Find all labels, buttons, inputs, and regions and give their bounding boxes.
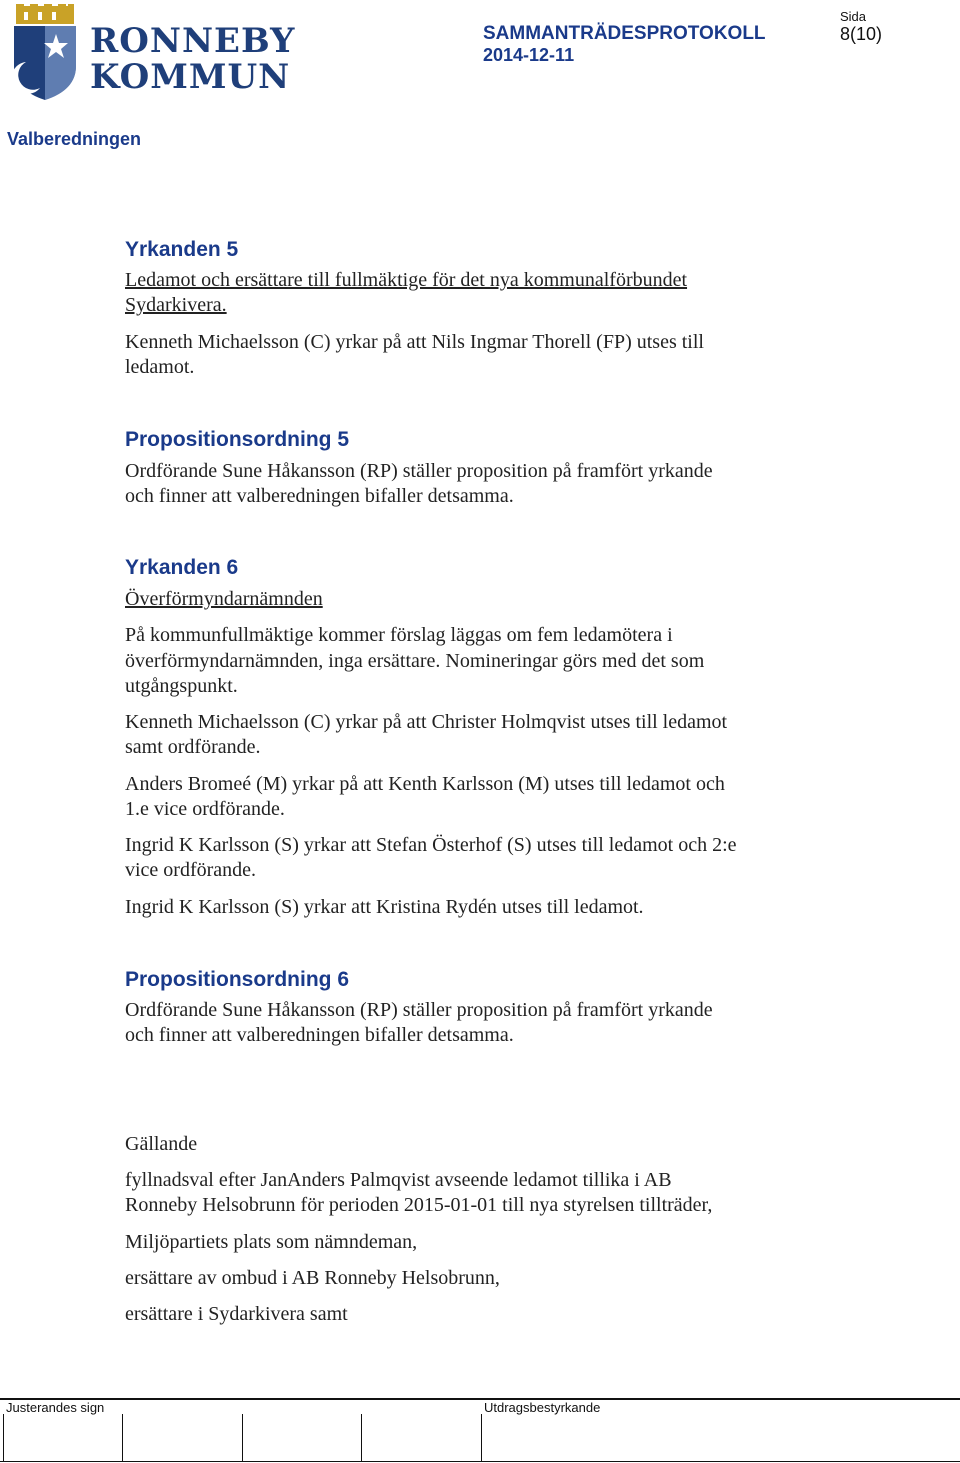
yrk6-p2-line2: samt ordförande. bbox=[125, 736, 261, 758]
heading-gallande: Gällande bbox=[125, 1133, 198, 1155]
prop5-line2: och finner att valberedningen bifaller detsamma. bbox=[125, 485, 514, 507]
footer-sign-label: Justerandes sign bbox=[6, 1400, 105, 1415]
yrk6-subject: Överförmyndarnämnden bbox=[125, 588, 323, 610]
page-number: 8(10) bbox=[840, 24, 883, 44]
coat-of-arms-icon bbox=[10, 4, 80, 104]
prop6-line2: och finner att valberedningen bifaller detsamma. bbox=[125, 1024, 514, 1046]
yrk6-p1-line2: överförmyndarnämnden, inga ersättare. Nomineringar görs med det som bbox=[125, 650, 705, 672]
document-title: SAMMANTRÄDESPROTOKOLL bbox=[483, 23, 766, 44]
yrk6-p3-line1: Anders Bromeé (M) yrkar på att Kenth Karlsson (M) utses till ledamot och bbox=[125, 773, 725, 795]
document-date: 2014-12-11 bbox=[483, 45, 575, 65]
yrk6-p5: Ingrid K Karlsson (S) yrkar att Kristina Rydén utses till ledamot. bbox=[125, 896, 644, 918]
yrk5-paragraph-line1: Kenneth Michaelsson (C) yrkar på att Nils Ingmar Thorell (FP) utses till bbox=[125, 331, 704, 353]
yrk6-p2-line1: Kenneth Michaelsson (C) yrkar på att Christer Holmqvist utses till ledamot bbox=[125, 711, 728, 733]
footer-bottom-border bbox=[0, 1461, 960, 1462]
page-label: Sida bbox=[840, 9, 867, 24]
yrk6-p3-line2: 1.e vice ordförande. bbox=[125, 798, 285, 820]
yrk6-p1-line3: utgångspunkt. bbox=[125, 675, 238, 697]
yrk5-paragraph-line2: ledamot. bbox=[125, 356, 195, 378]
footer-extract-label: Utdragsbestyrkande bbox=[484, 1400, 601, 1415]
yrk6-p4-line2: vice ordförande. bbox=[125, 859, 257, 881]
extract-box[interactable] bbox=[481, 1414, 482, 1462]
gallande-p4: ersättare i Sydarkivera samt bbox=[125, 1303, 348, 1325]
signature-box-2[interactable] bbox=[122, 1414, 123, 1462]
logo-text-ronneby: RONNEBY bbox=[90, 21, 296, 61]
department-name: Valberedningen bbox=[7, 129, 142, 149]
heading-propositionsordning-5: Propositionsordning 5 bbox=[125, 428, 349, 451]
gallande-p1-line1: fyllnadsval efter JanAnders Palmqvist avseende ledamot tillika i AB bbox=[125, 1169, 672, 1191]
gallande-p3: ersättare av ombud i AB Ronneby Helsobrunn, bbox=[125, 1267, 500, 1289]
yrk6-p1-line1: På kommunfullmäktige kommer förslag läggas om fem ledamötera i bbox=[125, 624, 673, 646]
prop5-line1: Ordförande Sune Håkansson (RP) ställer proposition på framfört yrkande bbox=[125, 460, 713, 482]
yrk6-p4-line1: Ingrid K Karlsson (S) yrkar att Stefan Österhof (S) utses till ledamot och 2:e bbox=[125, 834, 737, 856]
heading-yrkanden-5: Yrkanden 5 bbox=[125, 238, 239, 261]
heading-yrkanden-6: Yrkanden 6 bbox=[125, 556, 239, 579]
heading-propositionsordning-6: Propositionsordning 6 bbox=[125, 968, 349, 991]
yrk5-subject-line1: Ledamot och ersättare till fullmäktige för det nya kommunalförbundet bbox=[125, 269, 688, 291]
yrk5-subject-line2: Sydarkivera. bbox=[125, 294, 227, 316]
signature-box-1[interactable] bbox=[3, 1414, 4, 1462]
logo-text-kommun: KOMMUN bbox=[90, 57, 291, 97]
gallande-p2: Miljöpartiets plats som nämndeman, bbox=[125, 1231, 418, 1253]
footer-divider bbox=[0, 1398, 960, 1400]
signature-box-3[interactable] bbox=[242, 1414, 243, 1462]
signature-box-4[interactable] bbox=[361, 1414, 362, 1462]
ronneby-logo bbox=[10, 4, 296, 104]
prop6-line1: Ordförande Sune Håkansson (RP) ställer proposition på framfört yrkande bbox=[125, 999, 713, 1021]
gallande-p1-line2: Ronneby Helsobrunn för perioden 2015-01-01 till nya styrelsen tillträder, bbox=[125, 1194, 713, 1216]
